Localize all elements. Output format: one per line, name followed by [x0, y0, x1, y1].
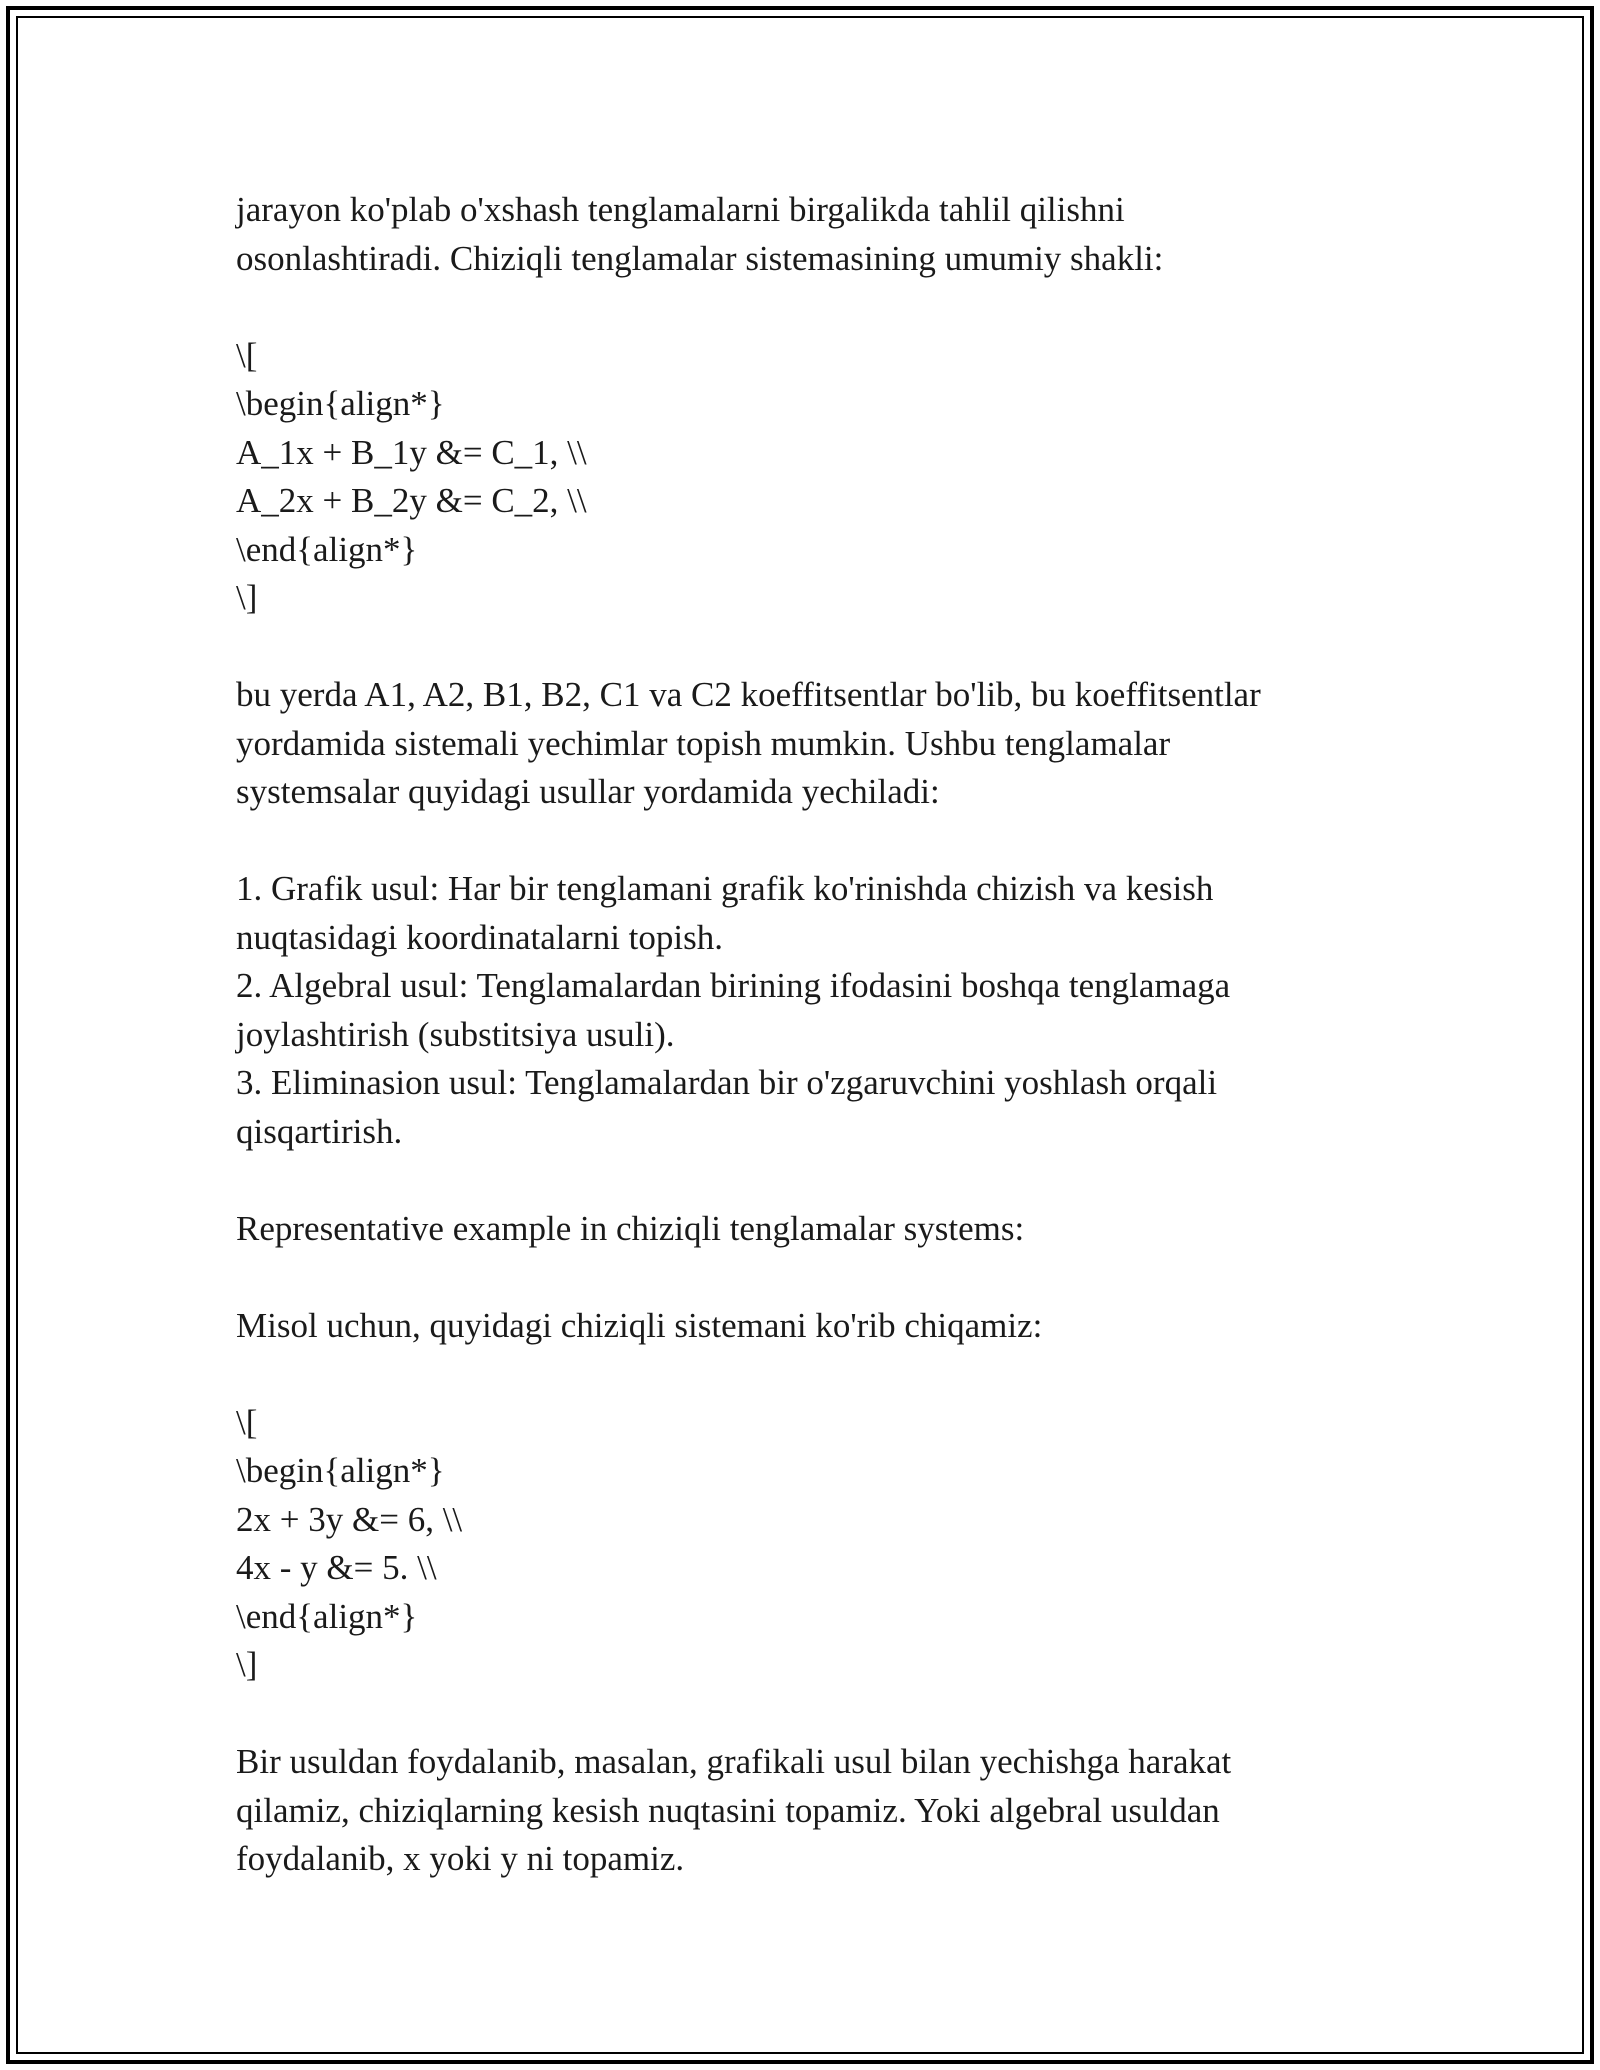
paragraph-gap: [236, 1690, 1376, 1739]
formula-line: \]: [236, 1645, 258, 1684]
text-line: yordamida sistemali yechimlar topish mumkin. Ushbu tenglamalar: [236, 723, 1171, 763]
text-line: Bir usuldan foydalanib, masalan, grafikali usul bilan yechishga harakat: [236, 1742, 1232, 1781]
method-line: nuqtasidagi koordinatalarni topish.: [236, 917, 723, 957]
paragraph-gap: [236, 1253, 1376, 1302]
formula-line: A_2x + B_2y &= C_2, \\: [236, 481, 587, 520]
paragraph-gap: [236, 283, 1376, 332]
method-line: 2. Algebral usul: Tenglamalardan birining ifodasini boshqa tenglamaga: [236, 966, 1231, 1005]
paragraph-gap: [236, 1350, 1376, 1399]
paragraph-gap: [236, 1156, 1376, 1205]
text-line: bu yerda A1, A2, B1, B2, C1 va C2 koeffitsentlar bo'lib, bu koeffitsentlar: [236, 675, 1261, 714]
paragraph-gap: [236, 817, 1376, 866]
text-line: jarayon ko'plab o'xshash tenglamalarni birgalikda tahlil qilishni: [236, 190, 1125, 229]
text-line: osonlashtiradi. Chiziqli tenglamalar sistemasining umumiy shakli:: [236, 238, 1164, 278]
formula-line: \end{align*}: [236, 1596, 418, 1636]
formula-line: \[: [236, 1402, 258, 1442]
formula-line: 2x + 3y &= 6, \\: [236, 1499, 463, 1539]
document-body: [236, 186, 1376, 1884]
formula-line: \[: [236, 335, 258, 375]
formula-line: \end{align*}: [236, 529, 418, 569]
formula-line: \begin{align*}: [236, 1451, 445, 1490]
method-line: joylashtirish (substitsiya usuli).: [236, 1014, 675, 1054]
example-intro: Misol uchun, quyidagi chiziqli sistemani ko'rib chiqamiz:: [236, 1305, 1043, 1345]
intro-paragraph: [236, 186, 1376, 283]
methods-list: [236, 865, 1376, 1156]
method-line: qisqartirish.: [236, 1111, 403, 1151]
text-line: systemsalar quyidagi usullar yordamida yechiladi:: [236, 772, 940, 811]
paragraph-gap: [236, 623, 1376, 672]
formula-line: 4x - y &= 5. \\: [236, 1548, 437, 1587]
method-line: 1. Grafik usul: Har bir tenglamani grafik ko'rinishda chizish va kesish: [236, 869, 1214, 908]
formula-line: \begin{align*}: [236, 384, 445, 423]
closing-paragraph: [236, 1738, 1376, 1884]
formula-line: \]: [236, 578, 258, 617]
method-line: 3. Eliminasion usul: Tenglamalardan bir o'zgaruvchini yoshlash orqali: [236, 1063, 1218, 1102]
formula-example: [236, 1399, 1376, 1690]
text-line: foydalanib, x yoki y ni topamiz.: [236, 1839, 685, 1878]
formula-general: [236, 332, 1376, 623]
formula-line: A_1x + B_1y &= C_1, \\: [236, 432, 587, 472]
example-heading: Representative example in chiziqli tenglamalar systems:: [236, 1208, 1025, 1248]
text-line: qilamiz, chiziqlarning kesish nuqtasini topamiz. Yoki algebral usuldan: [236, 1790, 1220, 1830]
coefficients-paragraph: [236, 671, 1376, 817]
